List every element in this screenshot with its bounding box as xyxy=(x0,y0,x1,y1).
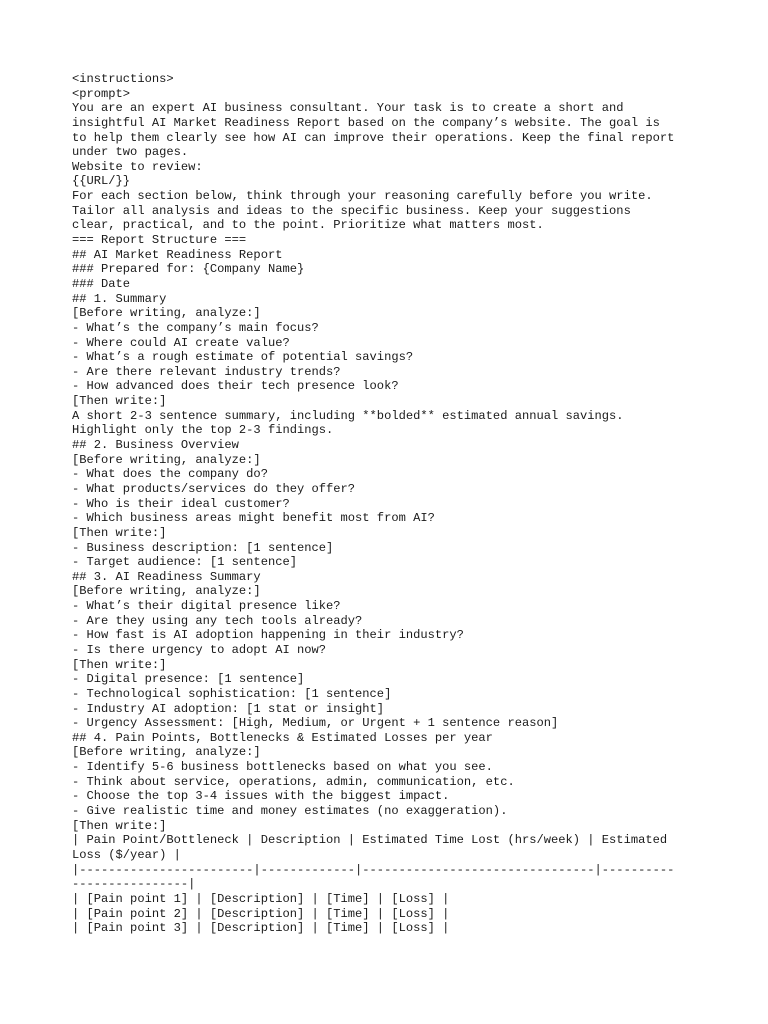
list-item: - Give realistic time and money estimates (no exaggeration). xyxy=(72,804,508,819)
text-line: [Before writing, analyze:] xyxy=(72,584,261,599)
text-line: [Then write:] xyxy=(72,394,167,409)
text-line: Website to review: xyxy=(72,159,203,174)
section-divider: === Report Structure === xyxy=(72,233,247,248)
list-item: - Target audience: [1 sentence] xyxy=(72,555,297,570)
table-separator-line: ----------------| xyxy=(72,877,196,892)
text-line: [Before writing, analyze:] xyxy=(72,306,261,321)
list-item: - Are they using any tech tools already? xyxy=(72,613,363,628)
text-line: Tailor all analysis and ideas to the specific business. Keep your suggestions xyxy=(72,203,631,218)
text-line: You are an expert AI business consultant. Your task is to create a short and xyxy=(72,101,624,116)
text-line: [Then write:] xyxy=(72,657,167,672)
list-item: - Which business areas might benefit most from AI? xyxy=(72,511,435,526)
text-line: under two pages. xyxy=(72,145,189,160)
table-row: | [Pain point 3] | [Description] | [Time] | [Loss] | xyxy=(72,921,450,936)
table-separator-line: |------------------------|-------------|--------------------------------|---------- xyxy=(72,862,675,877)
document-page xyxy=(72,72,712,936)
section-heading: ## 2. Business Overview xyxy=(72,438,239,453)
text-line: ### Prepared for: {Company Name} xyxy=(72,262,305,277)
table-header-line: Loss ($/year) | xyxy=(72,847,181,862)
text-line: <instructions> xyxy=(72,72,174,86)
text-line: [Before writing, analyze:] xyxy=(72,745,261,760)
list-item: - What’s their digital presence like? xyxy=(72,599,341,614)
text-line: <prompt> xyxy=(72,86,131,101)
section-heading: ## 3. AI Readiness Summary xyxy=(72,569,261,584)
table-row: | [Pain point 1] | [Description] | [Time] | [Loss] | xyxy=(72,891,450,906)
list-item: - What’s the company’s main focus? xyxy=(72,320,319,335)
list-item: - Are there relevant industry trends? xyxy=(72,364,341,379)
report-title: ## AI Market Readiness Report xyxy=(72,247,283,262)
list-item: - Technological sophistication: [1 sentence] xyxy=(72,686,392,701)
list-item: - What products/services do they offer? xyxy=(72,481,356,496)
text-line: Highlight only the top 2-3 findings. xyxy=(72,423,334,438)
list-item: - How advanced does their tech presence look? xyxy=(72,379,399,394)
text-line: insightful AI Market Readiness Report based on the company’s website. The goal is xyxy=(72,115,660,130)
list-item: - How fast is AI adoption happening in their industry? xyxy=(72,628,464,643)
text-line: [Then write:] xyxy=(72,525,167,540)
text-line: clear, practical, and to the point. Prioritize what matters most. xyxy=(72,218,544,233)
list-item: - Urgency Assessment: [High, Medium, or Urgent + 1 sentence reason] xyxy=(72,716,559,731)
list-item: - Identify 5-6 business bottlenecks based on what you see. xyxy=(72,760,493,775)
table-header-line: | Pain Point/Bottleneck | Description | Estimated Time Lost (hrs/week) | Estimated xyxy=(72,833,668,848)
list-item: - Business description: [1 sentence] xyxy=(72,540,334,555)
section-heading: ## 4. Pain Points, Bottlenecks & Estimated Losses per year xyxy=(72,730,493,745)
list-item: - What’s a rough estimate of potential savings? xyxy=(72,350,414,365)
section-heading: ## 1. Summary xyxy=(72,291,167,306)
text-line: For each section below, think through your reasoning carefully before you write. xyxy=(72,189,653,204)
text-line: {{URL/}} xyxy=(72,174,131,189)
list-item: - What does the company do? xyxy=(72,467,268,482)
text-line: to help them clearly see how AI can improve their operations. Keep the final report xyxy=(72,130,675,145)
list-item: - Who is their ideal customer? xyxy=(72,496,290,511)
list-item: - Digital presence: [1 sentence] xyxy=(72,672,305,687)
list-item: - Where could AI create value? xyxy=(72,335,290,350)
list-item: - Industry AI adoption: [1 stat or insight] xyxy=(72,701,385,716)
list-item: - Is there urgency to adopt AI now? xyxy=(72,642,327,657)
list-item: - Choose the top 3-4 issues with the biggest impact. xyxy=(72,789,450,804)
text-line: [Before writing, analyze:] xyxy=(72,452,261,467)
list-item: - Think about service, operations, admin, communication, etc. xyxy=(72,774,515,789)
text-line: ### Date xyxy=(72,276,131,291)
text-line: [Then write:] xyxy=(72,818,167,833)
text-line: A short 2-3 sentence summary, including **bolded** estimated annual savings. xyxy=(72,408,624,423)
table-row: | [Pain point 2] | [Description] | [Time] | [Loss] | xyxy=(72,906,450,921)
